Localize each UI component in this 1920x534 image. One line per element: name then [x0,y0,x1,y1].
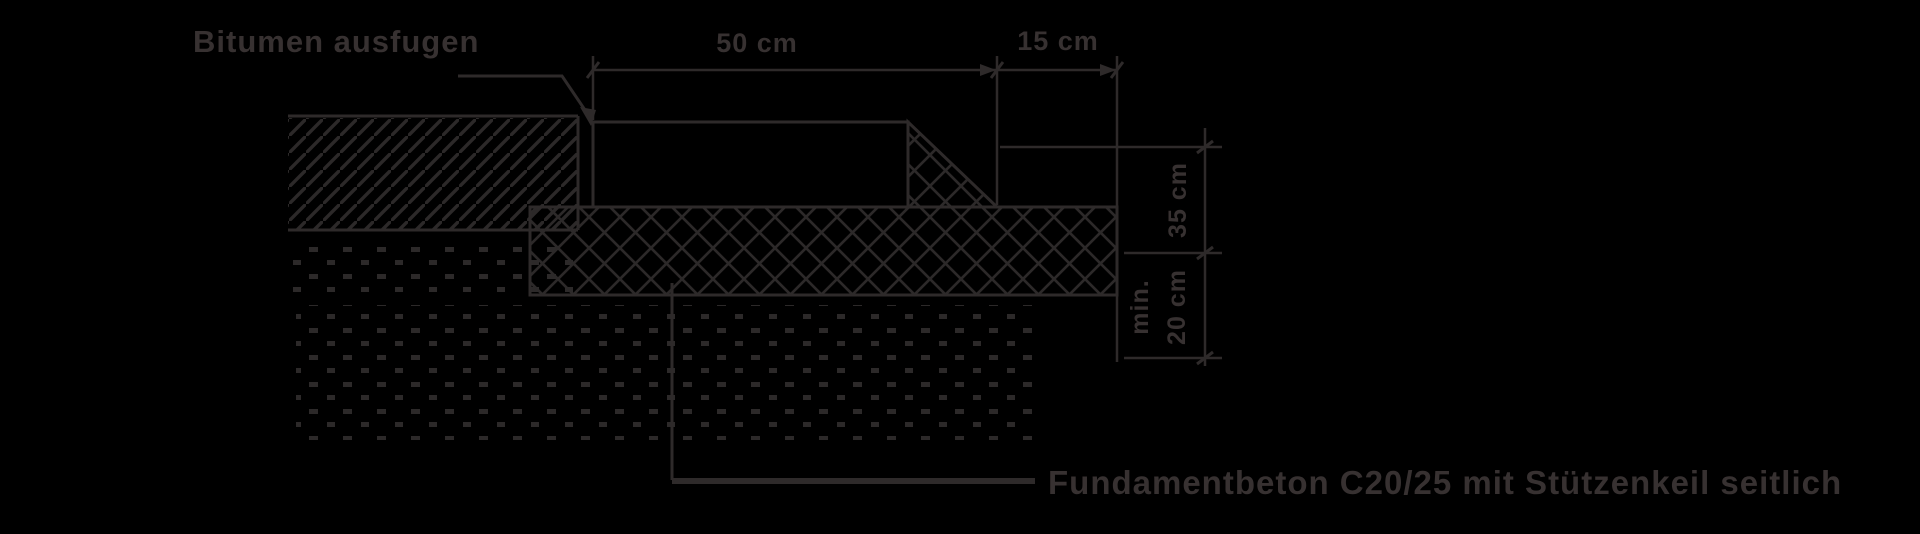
dim-label-50cm: 50 cm [716,28,798,58]
stone-outline [593,122,908,207]
bitumen-callout [193,24,596,126]
bitumen-leader-line [458,76,587,113]
foundation-block [530,207,1117,295]
foundation-label: Fundamentbeton C20/25 mit Stützenkeil seitlich [1048,464,1843,501]
soil-bottom-fill [296,305,1040,440]
support-wedge [908,122,997,207]
dim-label-lower-value: 20 cm [1163,269,1191,345]
bitumen-label: Bitumen ausfugen [193,24,480,59]
dim-label-35cm: 35 cm [1164,162,1192,238]
dim-label-lower-prefix: min. [1126,279,1154,335]
dim-label-15cm: 15 cm [1017,26,1099,56]
